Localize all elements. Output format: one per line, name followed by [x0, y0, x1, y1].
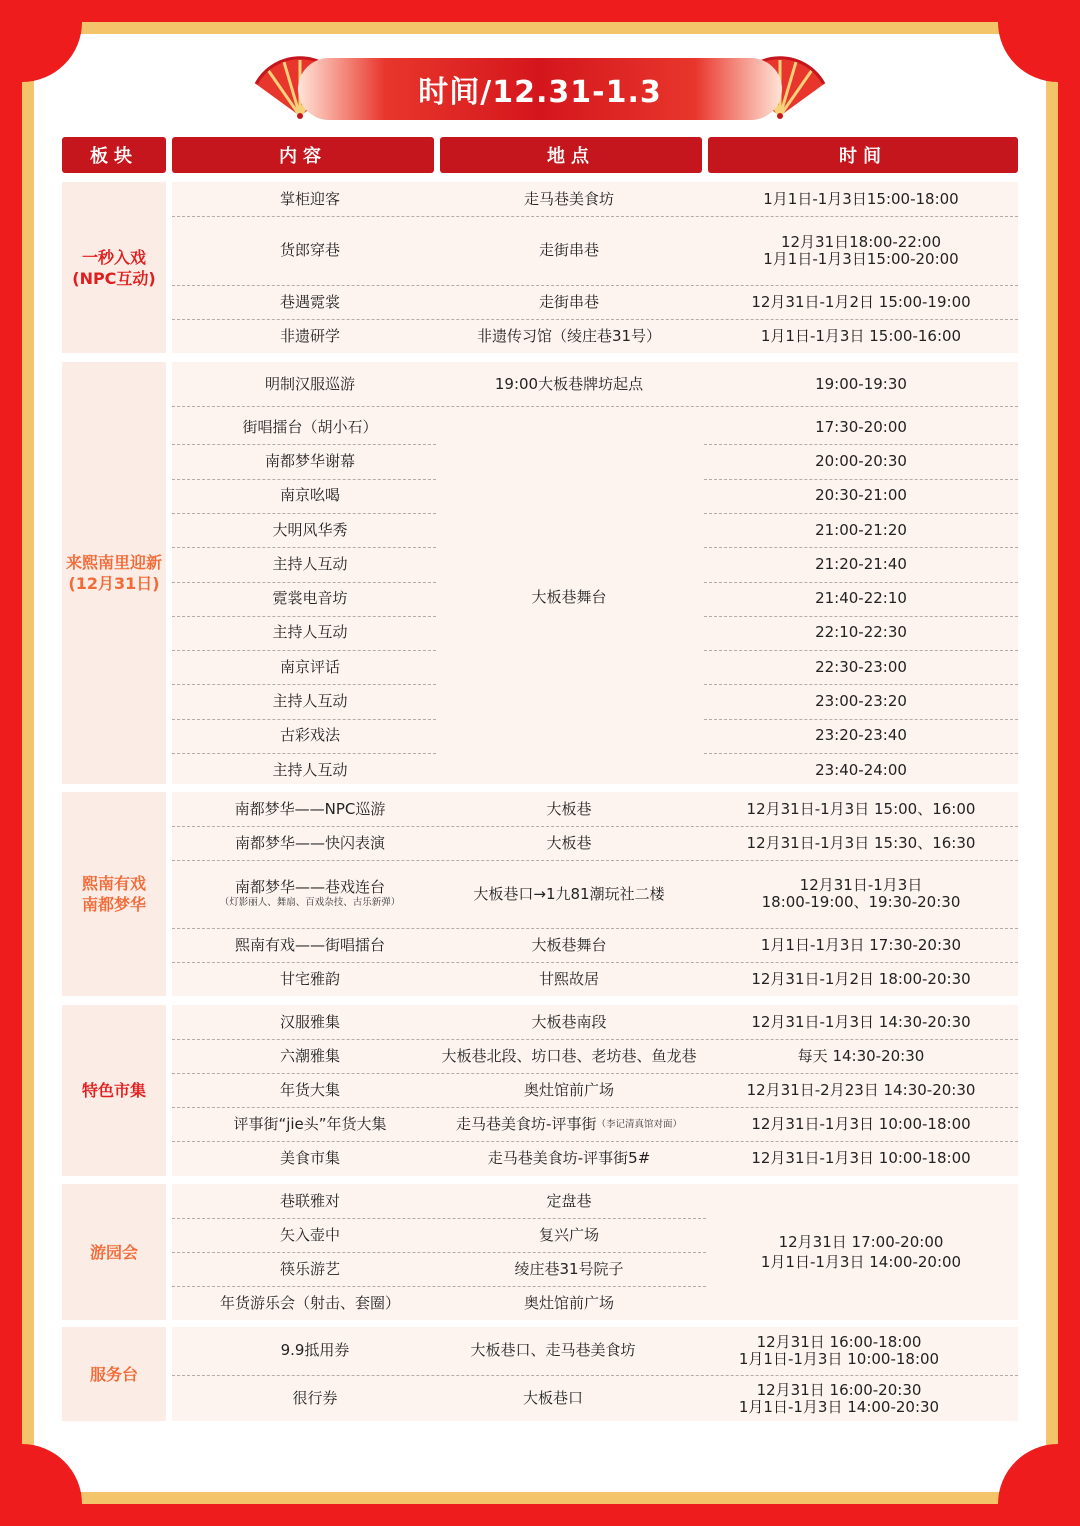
content-cell: 主持人互动 — [272, 554, 348, 573]
category-service-desk: 服务台 — [62, 1327, 166, 1421]
place-cell: 走马巷美食坊-评事街5# — [487, 1149, 651, 1167]
place-cell: 绫庄巷31号院子 — [514, 1259, 624, 1278]
time-line: 12月31日18:00-22:00 — [780, 232, 942, 251]
table-row — [172, 826, 1018, 860]
table-row — [172, 928, 1018, 962]
content-cell: 年货大集 — [279, 1080, 340, 1099]
table-row — [172, 1286, 704, 1320]
time-cell: 17:30-20:00 — [815, 417, 907, 436]
table-row — [172, 513, 1018, 547]
table-row — [172, 1073, 1018, 1107]
time-cell: 22:30-23:00 — [815, 657, 907, 676]
time-cell: 1月1日-1月3日 15:00-16:00 — [760, 326, 962, 345]
place-cell: 大板巷口 — [522, 1389, 583, 1407]
table-row — [172, 719, 1018, 753]
time-cell: 1月1日-1月3日15:00-18:00 — [763, 189, 959, 208]
table-row — [172, 362, 1018, 406]
table-row — [172, 1005, 1018, 1039]
time-cell — [672, 1327, 1006, 1374]
header-content: 内容 — [172, 137, 434, 173]
time-line: 12月31日 16:00-18:00 — [756, 1332, 922, 1351]
time-cell: 21:00-21:20 — [815, 520, 907, 539]
table-row — [172, 1327, 1018, 1374]
content-cell: 掌柜迎客 — [279, 189, 340, 208]
table-row — [172, 1107, 1018, 1141]
place-cell: 19:00大板巷牌坊起点 — [494, 374, 644, 393]
table-row — [172, 650, 1018, 684]
content-cell: 美食市集 — [279, 1149, 340, 1167]
time-line: 18:00-19:00、19:30-20:30 — [761, 893, 961, 911]
content-cell: 熙南有戏——街唱擂台 — [234, 935, 385, 954]
time-cell — [704, 860, 1018, 928]
place-cell: 定盘巷 — [546, 1191, 592, 1210]
header-time: 时间 — [708, 137, 1018, 173]
place-line: 走马巷美食坊-评事街 — [456, 1114, 597, 1133]
time-line: 1月1日-1月3日 10:00-18:00 — [738, 1349, 940, 1368]
content-cell: 南都梦华——快闪表演 — [234, 833, 385, 852]
time-cell — [704, 216, 1018, 285]
content-note: （灯影丽人、舞扇、百戏杂技、古乐新弹） — [219, 897, 401, 908]
content-cell: 9.9抵用券 — [280, 1341, 350, 1359]
content-cell: 汉服雅集 — [279, 1012, 340, 1031]
time-cell: 12月31日-1月3日 10:00-18:00 — [751, 1114, 971, 1133]
time-cell: 12月31日-1月3日 14:30-20:30 — [751, 1012, 971, 1031]
place-cell: 大板巷口→1九81潮玩社二楼 — [473, 884, 665, 903]
table-row — [172, 479, 1018, 513]
content-cell: 六潮雅集 — [279, 1046, 340, 1065]
content-cell: 南京吆喝 — [279, 486, 340, 505]
content-cell: 货郎穿巷 — [279, 241, 340, 259]
content-cell: 年货游乐会（射击、套圈） — [219, 1293, 400, 1312]
table-row — [172, 182, 1018, 216]
place-cell: 走街串巷 — [538, 292, 599, 311]
place-cell: 奥灶馆前广场 — [523, 1293, 614, 1312]
time-cell: 12月31日-1月2日 15:00-19:00 — [751, 292, 971, 311]
time-cell: 20:00-20:30 — [815, 451, 907, 470]
table-row — [172, 1039, 1018, 1073]
garden-time-cell — [704, 1184, 1018, 1320]
time-cell: 20:30-21:00 — [815, 486, 907, 505]
table-row — [172, 547, 1018, 581]
time-cell: 22:10-22:30 — [815, 623, 907, 642]
content-cell: 大明风华秀 — [272, 520, 348, 539]
table-row — [172, 285, 1018, 319]
table-row — [172, 410, 1018, 444]
time-line: 1月1日-1月3日 14:00-20:30 — [738, 1397, 940, 1416]
time-cell: 12月31日-2月23日 14:30-20:30 — [746, 1080, 976, 1099]
content-cell: 巷遇霓裳 — [279, 292, 340, 311]
time-line: 1月1日-1月3日15:00-20:00 — [763, 249, 959, 268]
table-row — [172, 792, 1018, 826]
place-cell — [434, 1107, 704, 1141]
time-cell — [672, 1375, 1006, 1422]
time-cell: 1月1日-1月3日 17:30-20:30 — [760, 935, 962, 954]
time-cell: 21:20-21:40 — [815, 554, 907, 573]
table-row — [172, 753, 1018, 787]
divider — [172, 406, 1018, 407]
time-cell: 每天 14:30-20:30 — [797, 1046, 925, 1065]
content-cell: 主持人互动 — [272, 623, 348, 642]
time-cell: 12月31日-1月3日 15:00、16:00 — [746, 799, 976, 818]
table-row — [172, 1375, 1018, 1422]
content-cell — [172, 860, 448, 928]
time-cell: 23:00-23:20 — [815, 692, 907, 711]
category-drama: 熙南有戏 南都梦华 — [62, 792, 166, 996]
header-place: 地点 — [440, 137, 702, 173]
table-row — [172, 962, 1018, 996]
content-cell: 南都梦华谢幕 — [264, 451, 355, 470]
place-cell: 奥灶馆前广场 — [523, 1080, 614, 1099]
place-cell: 大板巷 — [546, 799, 592, 818]
time-cell: 19:00-19:30 — [815, 374, 907, 393]
table-row — [172, 1141, 1018, 1176]
place-cell: 非遗传习馆（绫庄巷31号） — [476, 326, 662, 345]
table-row — [172, 319, 1018, 353]
table-row — [172, 1218, 704, 1252]
content-cell: 明制汉服巡游 — [264, 374, 355, 393]
category-npc: 一秒入戏 (NPC互动) — [62, 182, 166, 353]
content-cell: 南都梦华——NPC巡游 — [234, 799, 386, 818]
time-line: 1月1日-1月3日 14:00-20:00 — [760, 1253, 962, 1271]
time-cell: 12月31日-1月3日 10:00-18:00 — [751, 1149, 971, 1167]
time-line: 12月31日 17:00-20:00 — [778, 1233, 944, 1251]
place-cell: 复兴广场 — [538, 1225, 599, 1244]
content-cell: 评事街“jie头”年货大集 — [233, 1114, 387, 1133]
content-cell: 南京评话 — [279, 657, 340, 676]
place-cell: 大板巷舞台 — [531, 935, 607, 954]
time-line: 12月31日-1月3日 — [799, 876, 923, 894]
place-cell: 甘熙故居 — [538, 969, 599, 988]
content-cell: 街唱擂台（胡小石） — [242, 417, 378, 436]
time-line: 12月31日 16:00-20:30 — [756, 1380, 922, 1399]
content-cell: 筷乐游艺 — [279, 1259, 340, 1278]
time-cell: 23:40-24:00 — [815, 760, 907, 779]
table-row — [172, 1252, 704, 1286]
table-row — [172, 582, 1018, 616]
category-market: 特色市集 — [62, 1005, 166, 1176]
table-row — [172, 616, 1018, 650]
table-row — [172, 216, 1018, 285]
table-row — [172, 860, 1018, 928]
place-cell: 大板巷口、走马巷美食坊 — [470, 1341, 636, 1359]
content-cell: 甘宅雅韵 — [279, 969, 340, 988]
content-cell: 很行券 — [292, 1389, 338, 1407]
time-cell: 21:40-22:10 — [815, 589, 907, 608]
header-category: 板块 — [62, 137, 166, 173]
table-row — [172, 444, 1018, 478]
place-note: （李记清真馆对面） — [596, 1118, 682, 1130]
place-cell: 大板巷 — [546, 833, 592, 852]
content-cell: 霓裳电音坊 — [272, 589, 348, 608]
page-title: 时间/12.31-1.3 — [298, 58, 782, 120]
time-cell: 23:20-23:40 — [815, 726, 907, 745]
content-line: 南都梦华——巷戏连台 — [234, 878, 385, 896]
table-row — [172, 684, 1018, 718]
category-garden-party: 游园会 — [62, 1184, 166, 1320]
table-row — [172, 1184, 704, 1218]
time-cell: 12月31日-1月3日 15:30、16:30 — [746, 833, 976, 852]
place-cell: 走街串巷 — [538, 241, 599, 259]
content-cell: 巷联雅对 — [279, 1191, 340, 1210]
place-cell: 大板巷南段 — [531, 1012, 607, 1031]
place-cell: 大板巷北段、坊口巷、老坊巷、鱼龙巷 — [441, 1046, 697, 1065]
content-cell: 矢入壶中 — [279, 1225, 340, 1244]
content-cell: 主持人互动 — [272, 760, 348, 779]
category-new-year: 来熙南里迎新 (12月31日) — [62, 362, 166, 784]
place-cell: 走马巷美食坊 — [523, 189, 614, 208]
content-cell: 古彩戏法 — [279, 726, 340, 745]
content-cell: 非遗研学 — [279, 326, 340, 345]
time-cell: 12月31日-1月2日 18:00-20:30 — [751, 969, 971, 988]
content-cell: 主持人互动 — [272, 692, 348, 711]
stage-place-cell: 大板巷舞台 — [531, 588, 607, 606]
